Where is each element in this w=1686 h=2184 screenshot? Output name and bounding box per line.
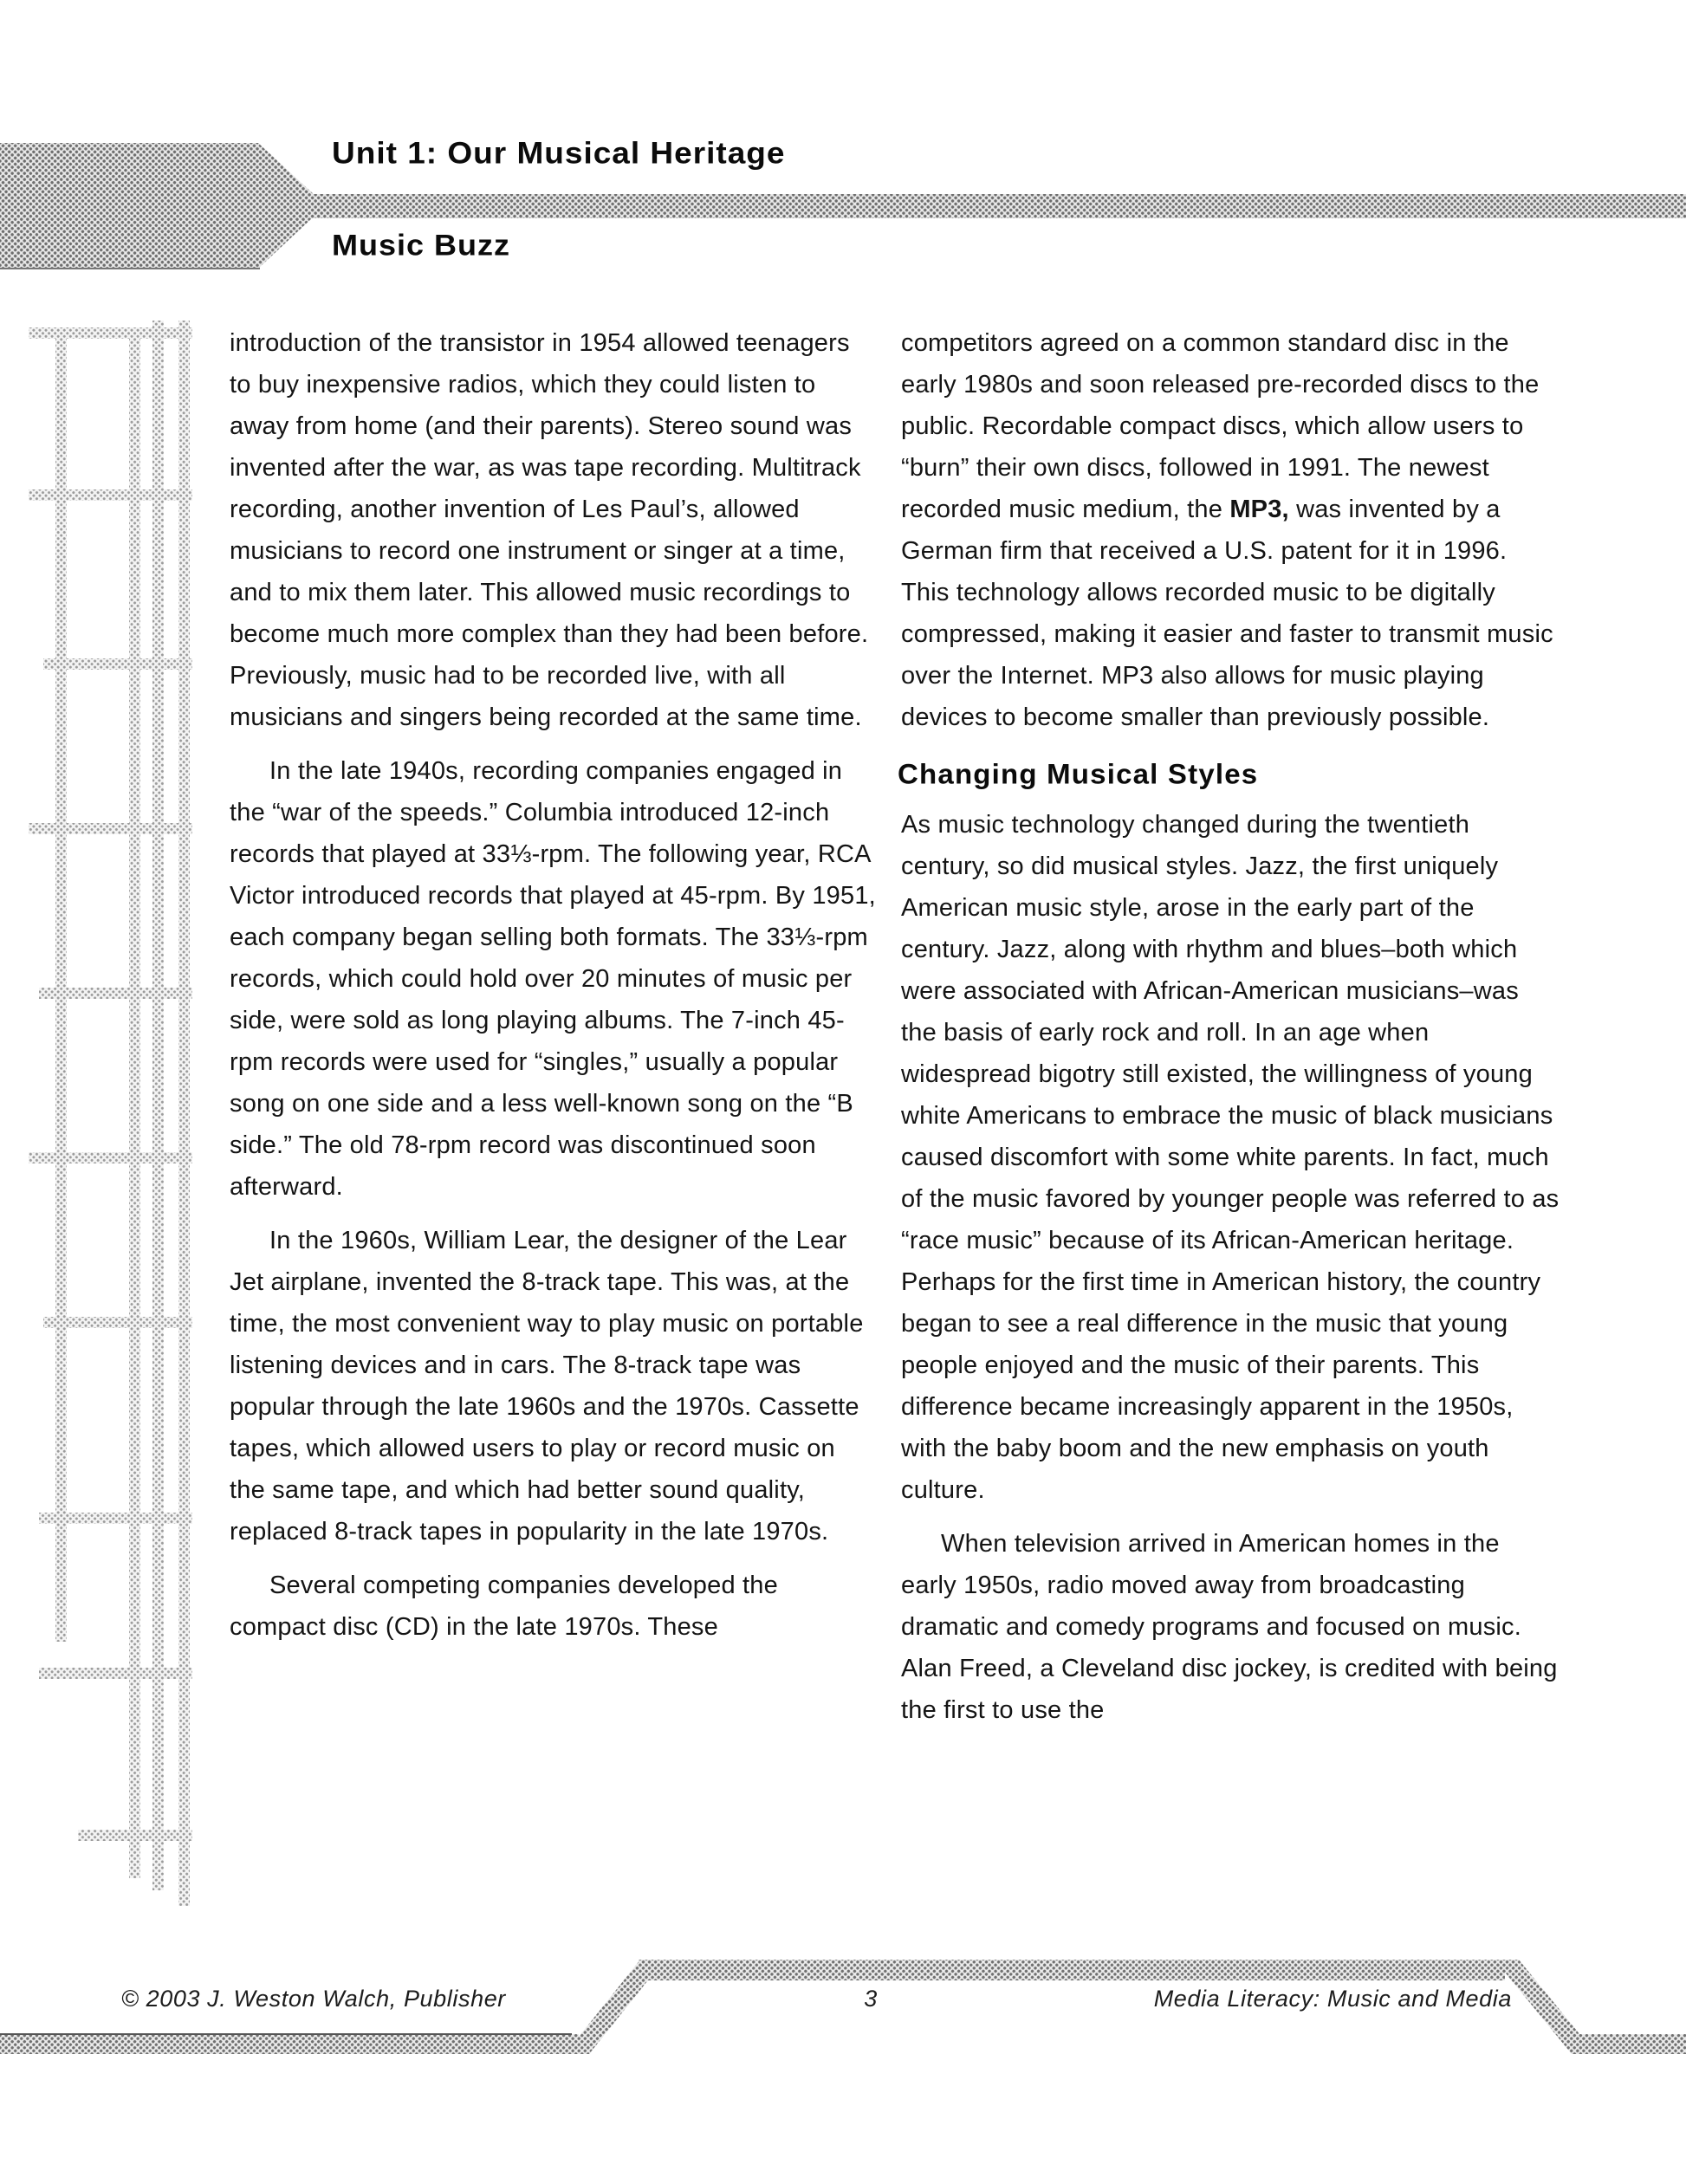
- fret-bar: [29, 327, 192, 339]
- left-column: [230, 322, 878, 1648]
- fret-bar: [43, 658, 192, 670]
- fret-bar: [78, 1830, 192, 1841]
- paragraph-text: competitors agreed on a common standard disc in the early 1980s and soon released pre-recorded discs to the public. Recordable compact discs, which allow users to “burn” their own discs, followed in 1991. The newest recorded music medium, the: [901, 329, 1540, 523]
- fret-string: [152, 321, 164, 1890]
- right-column: [898, 322, 1560, 1731]
- footer-book-title: Media Literacy: Music and Media: [1153, 1986, 1512, 2012]
- fret-bar: [29, 1152, 192, 1163]
- fret-bar: [29, 823, 192, 834]
- fret-bar: [39, 1513, 192, 1524]
- header-arrow-block: [0, 143, 326, 269]
- body-paragraph: In the late 1940s, recording companies engaged in the “war of the speeds.” Columbia introduced 12-inch records that played at 33⅓-rpm. The following year, RCA Victor introduced records that played at 45-rpm. By 1951, each company began selling both formats. The 33⅓-rpm records, which could hold over 20 minutes of music per side, were sold as long playing albums. The 7-inch 45-rpm records were used for “singles,” usually a popular song on one side and a less well-known song on the “B side.” The old 78-rpm record was discontinued soon afterward.: [230, 757, 876, 1201]
- bold-term-mp3: MP3,: [1229, 496, 1289, 523]
- footer-copyright: © 2003 J. Weston Walch, Publisher: [121, 1986, 506, 2012]
- guitar-fretboard-graphic: [0, 312, 208, 1923]
- paragraph-text: was invented by a German firm that received a U.S. patent for it in 1996. This technology allows recorded music to be digitally compressed, making it easier and faster to transmit music over the Internet. MP3 also allows for music playing devices to become smaller than previously possible.: [901, 496, 1553, 731]
- footer-ribbon-right-bar: [1573, 2034, 1686, 2054]
- fret-bar: [39, 988, 192, 999]
- fret-bar: [29, 489, 192, 501]
- body-paragraph: When television arrived in American homes in the early 1950s, radio moved away from broadcasting dramatic and comedy programs and focused on music. Alan Freed, a Cleveland disc jockey, is credited with being the first to use the: [901, 1530, 1558, 1724]
- section-heading: Changing Musical Styles: [898, 758, 1259, 790]
- fret-string: [55, 327, 67, 1642]
- unit-title: Unit 1: Our Musical Heritage: [332, 135, 786, 171]
- fret-bar: [43, 1317, 192, 1328]
- body-paragraph: introduction of the transistor in 1954 allowed teenagers to buy inexpensive radios, which they could listen to away from home (and their parents). Stereo sound was invented after the war, as was tape recording. Multitrack recording, another invention of Les Paul’s, allowed musicians to record one instrument or singer at a time, and to mix them later. This allowed music recordings to become much more complex than they had been before. Previously, music had to be recorded live, with all musicians and singers being recorded at the same time.: [230, 329, 869, 731]
- fret-string: [129, 327, 140, 1878]
- header-rule-bar: [295, 194, 1686, 218]
- fret-bar: [39, 1668, 192, 1679]
- page-title: Music Buzz: [332, 227, 511, 262]
- header-banner-graphic: [0, 121, 1686, 295]
- footer-ribbon-left-bar: [0, 2034, 579, 2054]
- body-paragraph: As music technology changed during the twentieth century, so did musical styles. Jazz, the first uniquely American music style, arose in the early part of the century. Jazz, along with rhythm and blues–both which were associated with African-American musicians–was the basis of early rock and roll. In an age when widespread bigotry still existed, the willingness of young white Americans to embrace the music of black musicians caused discomfort with some white parents. In fact, much of the music favored by younger people was referred to as “race music” because of its African-American heritage. Perhaps for the first time in American history, the country began to see a real difference in the music that young people enjoyed and the music of their parents. This difference became increasingly apparent in the 1950s, with the baby boom and the new emphasis on youth culture.: [901, 811, 1560, 1504]
- footer-ribbon-top-bar: [639, 1960, 1505, 1980]
- body-paragraph: [901, 322, 1560, 738]
- body-paragraph: Several competing companies developed the compact disc (CD) in the late 1970s. These: [230, 1572, 778, 1641]
- page-number: 3: [864, 1986, 878, 2012]
- body-paragraph: In the 1960s, William Lear, the designer of the Lear Jet airplane, invented the 8-track tape. This was, at the time, the most convenient way to play music on portable listening devices and in cars. The 8-track tape was popular through the late 1960s and the 1970s. Cassette tapes, which allowed users to play or record music on the same tape, and which had better sound quality, replaced 8-track tapes in popularity in the late 1970s.: [230, 1227, 864, 1546]
